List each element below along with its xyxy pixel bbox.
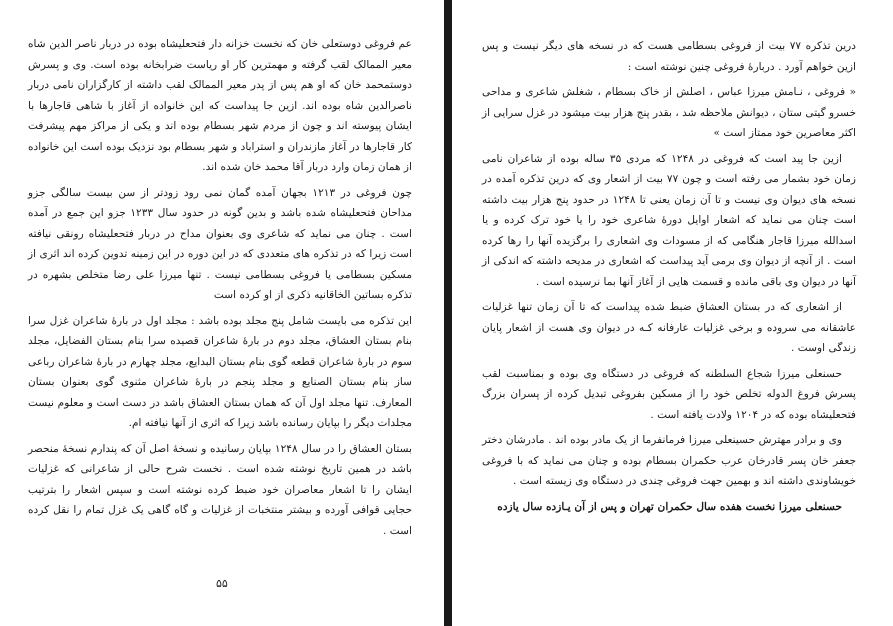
right-page-text xyxy=(482,36,856,522)
paragraph: عم فروغی دوستعلی خان که نخست خزانه دار فتحعلیشاه بوده در دربار ناصر الدین شاه معیر الممالک لقب گرفته و مهمترین کار او ریاست ضرابخانه بوده است. وی و پسرش دوستمحمد خان که او هم پس از پدر معیر الممالک لقب داشته از کارگزاران نامی دربار ناصرالدین شاه بوده اند. ازین جا پیداست که این خانواده از آغاز با شاهی قاجارها با ایشان پیوسته اند و چون از مردم شهر بسطام بوده اند و یکی از مراکز مهم پیشرفت کار قاجارها در آغاز مازندران و استراباد و شهر بسطام بود نزدیک بوده است این خانواده از همان زمان وارد دربار آقا محمد خان شده اند. xyxy=(28,38,412,173)
paragraph: حسنعلی میرزا نخست هفده سال حکمران تهران و پس از آن یـازده سال یازده xyxy=(497,500,842,513)
book-gutter xyxy=(444,0,452,626)
paragraph: از اشعاری که در بستان العشاق ضبط شده پیداست که تا آن زمان تنها غزلیات عاشقانه می سروده و برخی غزلیات عارفانه کـه در دیوان وی هست از اشعار پایان زندگی اوست . xyxy=(482,301,856,354)
paragraph: حسنعلی میرزا شجاع السلطنه که فروغی در دستگاه وی بوده و بمناسبت لقب پسرش فروغ الدوله تخلص خود را از مسکین بفروغی تبدیل کرده از پسران بزرگ فتحعلیشاه بوده که در ۱۲۰۴ ولادت یافته است . xyxy=(482,367,856,421)
paragraph: بستان العشاق را در سال ۱۲۴۸ بپایان رسانیده و نسخهٔ اصل آن که پندارم نسخهٔ منحصر باشد در همین تاریخ نوشته شده است . نخست شرح حالی از شاعرانی که غزلیات ایشان را تا اشعار معاصران خود ضبط کرده نوشته است و سپس اشعار را بترتیب حجایی قوافی آورده و بیشتر منتخبات از غزلیات و گاه گاهی یک غزل تمام را نقل کرده است . xyxy=(28,442,412,537)
left-page-text xyxy=(28,34,412,546)
page-number: ۵۵ xyxy=(216,577,228,590)
paragraph: ازین جا پید است که فروغی در ۱۲۴۸ که مردی ۳۵ ساله بوده از شاعران نامی زمان خود بشمار می رفته است و چون ۷۷ بیت از اشعار وی که درین تذکره آمده در نسخه های دیوان وی نیست و تا آن زمان یعنی تا ۱۲۴۸ در حدود پنج هزار بیت داشته است چنان می نماید که اشعار اوایل دورهٔ شاعری خود را یا خود ترک کرده و یا اسدالله میرزا قاجار هنگامی که از مسودات وی اشعاری را برگزیده آنها را رها کرده است . از آنچه از دیوان وی برمی آید پیداست که اشعاری در مدیحه داشته که اندکی از آنها در دیوان وی باقی مانده و قسمت هایی از آغاز آنها بما نرسیده است . xyxy=(482,152,856,288)
quotation: « فروغی ، نـامش میرزا عباس ، اصلش از خاک بسطام ، شغلش شاعری و مداحی خسرو گیتی ستان ، دیوانش ملاحظه شد ، بقدر پنج هزار بیت میشود در غزل سرایی از اکثر معاصرین خود ممتاز است » xyxy=(482,86,856,139)
left-page xyxy=(0,0,444,626)
paragraph: چون فروغی در ۱۲۱۳ بجهان آمده گمان نمی رود زودتر از سن بیست سالگی جزو مداحان فتحعلیشاه شده باشد و بدین گونه در حدود سال ۱۲۳۳ جزو این جمع در آمده است . چنان می نماید که شاعری وی بعنوان مداح در دربار فتحعلیشاه رونقی نیافته است زیرا که در تذکره های متعددی که در این دوره در این زمینه تدوین کرده اند اثری از مسکین بسطامی یا فروغی بسطامی نیست . تنها میرزا علی رضا متخلص بشهره در تذکره بساتین الخاقانیه ذکری از او کرده است xyxy=(28,186,412,301)
paragraph: درین تذکره ۷۷ بیت از فروغی بسطامی هست که در نسخه های دیگر نیست و پس ازین خواهم آورد . دربارهٔ فروغی چنین نوشته است : xyxy=(482,40,856,73)
paragraph: این تذکره می بایست شامل پنج مجلد بوده باشد : مجلد اول در بارهٔ شاعران غزل سرا بنام بستان العشاق، مجلد دوم در بارهٔ شاعران قصیده سرا بنام بستان الفضایل، مجلد سوم در بارهٔ شاعران قطعه گوی بنام بستان البدایع، مجلد چهارم در بارهٔ شاعران رباعی ساز بنام بستان الصنایع و مجلد پنجم در بارهٔ شاعران مثنوی گوی بعنوان بستان المعارف. تنها مجلد اول آن که همان بستان العشاق باشد در دست است و معلوم نیست مجلدات دیگر را بپایان رسانده باشد زیرا که اثری از آنها نیافته ام. xyxy=(28,314,412,429)
paragraph: وی و برادر مهترش حسینعلی میرزا فرمانفرما از یک مادر بوده اند . مادرشان دختر جعفر خان پسر قادرخان عرب حکمران بسطام بوده و چنان می نماید که با فروغی خویشاوندی داشته اند و بهمین جهت فروغی چندی در دستگاه وی زیسته است . xyxy=(482,434,856,487)
right-page xyxy=(452,0,893,626)
